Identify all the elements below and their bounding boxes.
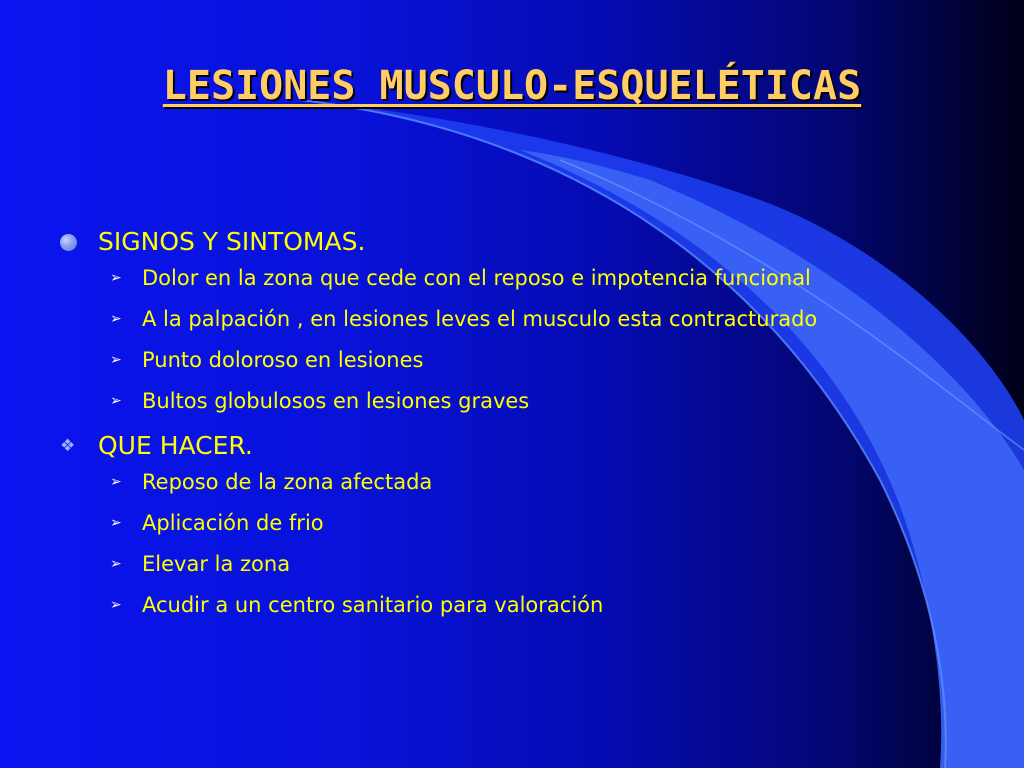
list-item-text: Bultos globulosos en lesiones graves (142, 389, 530, 413)
list-item (110, 548, 980, 581)
list-item (110, 466, 980, 499)
arrow-bullet-icon: ➢ (110, 515, 122, 531)
list-item-text: Aplicación de frio (142, 511, 324, 535)
round-bullet-icon (60, 234, 98, 251)
list-item-text: Acudir a un centro sanitario para valoración (142, 593, 604, 617)
list-item (110, 344, 980, 377)
list-item (110, 507, 980, 540)
section-heading-row (60, 222, 980, 262)
list-item-text: Reposo de la zona afectada (142, 470, 433, 494)
list-item (110, 262, 980, 295)
signos-list (60, 262, 980, 418)
section-heading: QUE HACER. (98, 431, 253, 460)
slide-content (60, 222, 980, 630)
que-hacer-list (60, 466, 980, 622)
section-que-hacer (60, 426, 980, 622)
arrow-bullet-icon: ➢ (110, 556, 122, 572)
diamond-bullet-icon: ❖ (60, 435, 76, 456)
arrow-bullet-icon: ➢ (110, 474, 122, 490)
list-item (110, 303, 980, 336)
section-heading-row (60, 426, 980, 466)
section-signos-y-sintomas (60, 222, 980, 418)
arrow-bullet-icon: ➢ (110, 270, 122, 286)
list-item-text: Elevar la zona (142, 552, 291, 576)
arrow-bullet-icon: ➢ (110, 597, 122, 613)
arrow-bullet-icon: ➢ (110, 352, 122, 368)
list-item-text: Dolor en la zona que cede con el reposo e impotencia funcional (142, 266, 811, 290)
section-heading: SIGNOS Y SINTOMAS. (98, 227, 366, 256)
list-item-text: Punto doloroso en lesiones (142, 348, 424, 372)
arrow-bullet-icon: ➢ (110, 311, 122, 327)
slide-title: LESIONES MUSCULO-ESQUELÉTICAS (162, 63, 862, 109)
list-item (110, 589, 980, 622)
list-item (110, 385, 980, 418)
list-item-text: A la palpación , en lesiones leves el musculo esta contracturado (142, 307, 818, 331)
arrow-bullet-icon: ➢ (110, 393, 122, 409)
